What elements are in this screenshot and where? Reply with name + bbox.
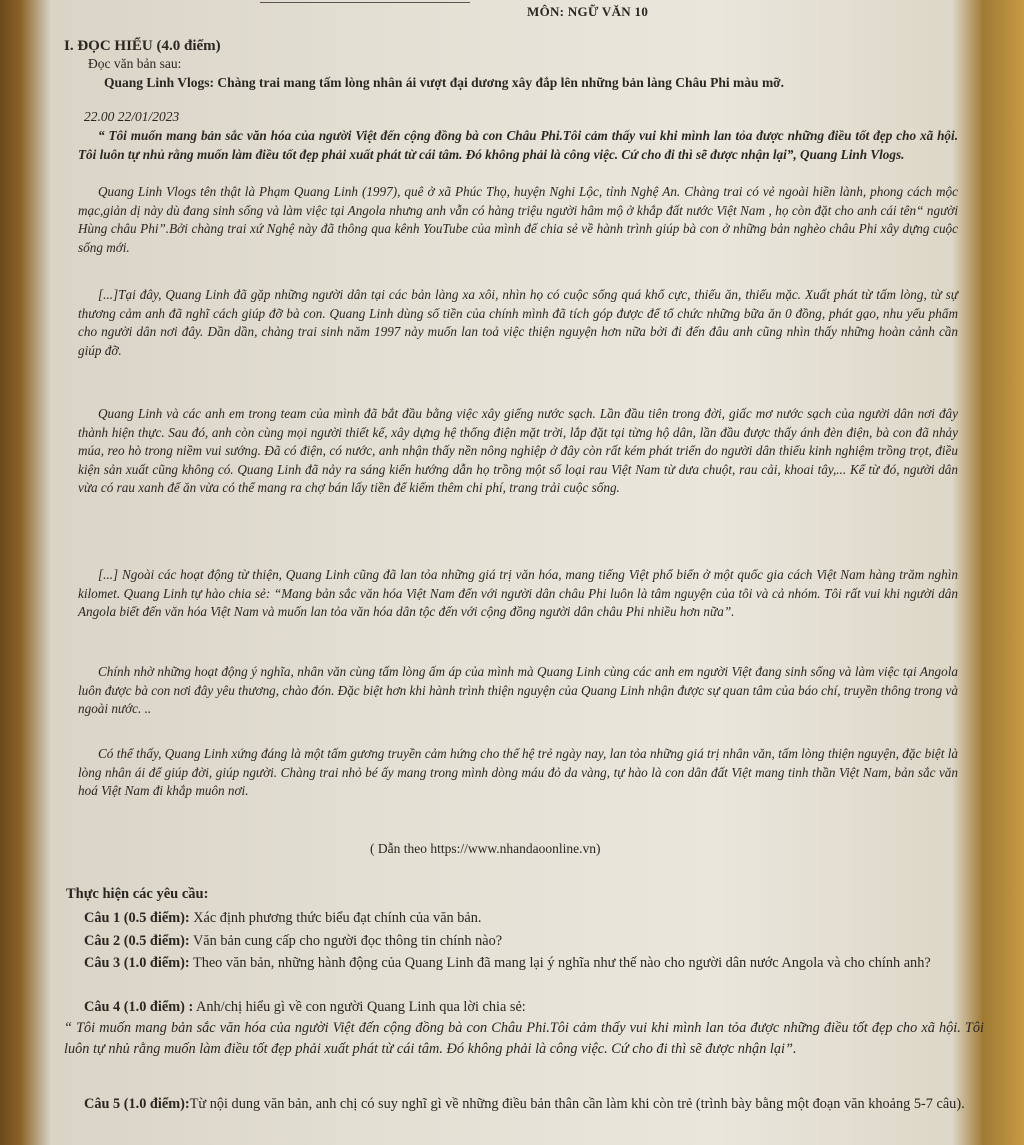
- exam-paper: [40, 0, 990, 1145]
- question-1-text: Xác định phương thức biểu đạt chính của văn bản.: [189, 910, 482, 926]
- article-paragraph: Quang Linh Vlogs tên thật là Phạm Quang Linh (1997), quê ở xã Phúc Thọ, huyện Nghi Lộc, tỉnh Nghệ An. Chàng trai có vẻ ngoài hiền lành, phong cách mộc mạc,giản dị này dù đang sinh sống và làm việc tại Angola nhưng anh vẫn có hàng triệu người hâm mộ ở khắp đất nước Việt Nam , họ còn đặt cho anh cái tên“ người Hùng châu Phi”.Bởi chàng trai xứ Nghệ này đã thông qua kênh YouTube của mình để chia sẻ về hành trình giúp bà con ở những bản nghèo châu Phi xây dựng cuộc sống mới.: [78, 184, 958, 255]
- section-title: I. ĐỌC HIỂU (4.0 điểm): [64, 38, 221, 54]
- question-4: [64, 997, 984, 1060]
- question-3: [64, 953, 984, 974]
- question-2-text: Văn bản cung cấp cho người đọc thông tin chính nào?: [189, 933, 503, 949]
- question-2-label: Câu 2 (0.5 điểm):: [84, 933, 190, 949]
- question-1-label: Câu 1 (0.5 điểm):: [84, 910, 190, 926]
- article-paragraph: Chính nhờ những hoạt động ý nghĩa, nhân văn cùng tấm lòng ấm áp của mình mà Quang Linh cùng các anh em người Việt đang sinh sống và làm việc tại Angola luôn được bà con nơi đây yêu thương, chào đón. Đặc biệt hơn khi hành trình thiện nguyện của Quang Linh nhận được sự quan tâm của báo chí, truyền thông trong và ngoài nước. ..: [78, 664, 958, 716]
- question-1: [64, 908, 984, 929]
- header-rule: [260, 2, 470, 3]
- article-paragraph: [...] Ngoài các hoạt động từ thiện, Quang Linh cũng đã lan tỏa những giá trị văn hóa, mang tiếng Việt phổ biến ở một quốc gia cách Việt Nam hàng trăm nghìn kilomet. Quang Linh tự hào chia sẻ: “Mang bản sắc văn hóa Việt Nam đến với người dân châu Phi luôn là tâm nguyện của tôi và cả nhóm. Tôi rất vui khi người dân Angola biết đến văn hóa Việt Nam và muốn lan tỏa văn hóa dân tộc đến với cộng đồng người dân châu Phi nhiều hơn nữa”.: [78, 567, 958, 619]
- question-5-label: Câu 5 (1.0 điểm):: [84, 1096, 190, 1112]
- question-3-text: Theo văn bản, những hành động của Quang Linh đã mang lại ý nghĩa như thế nào cho người dân nước Angola và cho chính anh?: [189, 955, 931, 971]
- question-4-label: Câu 4 (1.0 điểm) :: [84, 999, 194, 1015]
- article-date: 22.00 22/01/2023: [84, 109, 180, 124]
- article-paragraph: Có thể thấy, Quang Linh xứng đáng là một tấm gương truyền cảm hứng cho thế hệ trẻ ngày nay, lan tỏa những giá trị nhân văn, tấm lòng thiện nguyện, đặc biệt là lòng nhân ái để giúp đời, giúp người. Chàng trai nhỏ bé ấy mang trong mình dòng máu đỏ da vàng, tự hào là con dân đất Việt mang tinh thần Việt Nam, bản sắc văn hoá Việt Nam đi khắp muôn nơi.: [78, 746, 958, 798]
- article-paragraph: [...]Tại đây, Quang Linh đã gặp những người dân tại các bản làng xa xôi, nhìn họ có cuộc sống quá khổ cực, thiếu ăn, thiếu mặc. Xuất phát từ tấm lòng, từ sự thương cảm anh đã nghĩ cách giúp đỡ bà con. Quang Linh dùng số tiền của chính mình đã tích góp được để tổ chức những bữa ăn 0 đồng, phát gạo, nhu yếu phẩm cho người dân nơi đây. Dần dần, chàng trai sinh năm 1997 này muốn lan toả việc thiện nguyện hơn nữa bởi đi đến đâu anh cũng nhìn thấy những hoàn cảnh cần giúp đỡ.: [78, 287, 958, 358]
- tasks-heading: Thực hiện các yêu cầu:: [66, 886, 209, 902]
- article-source: ( Dẫn theo https://www.nhandaoonline.vn): [370, 841, 601, 856]
- question-5: [64, 1094, 984, 1115]
- read-instruction: Đọc văn bản sau:: [88, 56, 182, 71]
- subject-header: MÔN: NGỮ VĂN 10: [527, 4, 649, 19]
- article-paragraph: Quang Linh và các anh em trong team của mình đã bắt đầu bằng việc xây giếng nước sạch. Lần đầu tiên trong đời, giấc mơ nước sạch của người dân nơi đây thành hiện thực. Sau đó, anh còn cùng mọi người thiết kế, xây dựng hệ thống điện mặt trời, lắp đặt tại từng hộ dân, lần đầu được thấy ánh đèn điện, bà con đã nhảy múa, reo hò trong niềm vui sướng. Đã có điện, có nước, anh nhận thấy nền nông nghiệp ở đây còn rất kém phát triển do người dân thiếu kinh nghiệm trồng trọt, điều kiện sản xuất cũng không có. Quang Linh đã nảy ra sáng kiến hướng dẫn họ trồng một số loại rau Việt Nam từ dưa chuột, rau cải, khoai tây,... Kể từ đó, người dân vừa có rau xanh để ăn vừa có thể mang ra chợ bán lấy tiền để kiếm thêm chi phí, trang trải cuộc sống.: [78, 406, 958, 495]
- question-5-text: Từ nội dung văn bản, anh chị có suy nghĩ gì về những điều bản thân cần làm khi còn trẻ (trình bày bằng một đoạn văn khoảng 5-7 câu).: [189, 1096, 965, 1112]
- question-3-label: Câu 3 (1.0 điểm):: [84, 955, 190, 971]
- question-2: [64, 931, 984, 952]
- question-4-quote: “ Tôi muốn mang bản sắc văn hóa của người Việt đến cộng đồng bà con Châu Phi.Tôi cảm thấy vui khi mình lan tỏa được những điều tốt đẹp cho xã hội. Tôi luôn tự nhủ rằng muốn làm điều tốt đẹp phải xuất phát từ cái tâm. Đó không phải là công việc. Cứ cho đi thì sẽ được nhận lại”.: [64, 1020, 984, 1057]
- article-title: Quang Linh Vlogs: Chàng trai mang tấm lòng nhân ái vượt đại dương xây đắp lên những bản làng Châu Phi màu mỡ.: [104, 75, 785, 90]
- question-4-text: Anh/chị hiểu gì về con người Quang Linh qua lời chia sẻ:: [193, 999, 526, 1015]
- article-paragraph-quote: “ Tôi muốn mang bản sắc văn hóa của người Việt đến cộng đồng bà con Châu Phi.Tôi cảm thấy vui khi mình lan tỏa được những điều tốt đẹp cho xã hội. Tôi luôn tự nhủ rằng muốn làm điều tốt đẹp phải xuất phát từ cái tâm. Đó không phải là công việc. Cứ cho đi thì sẽ được nhận lại”, Quang Linh Vlogs.: [78, 128, 958, 162]
